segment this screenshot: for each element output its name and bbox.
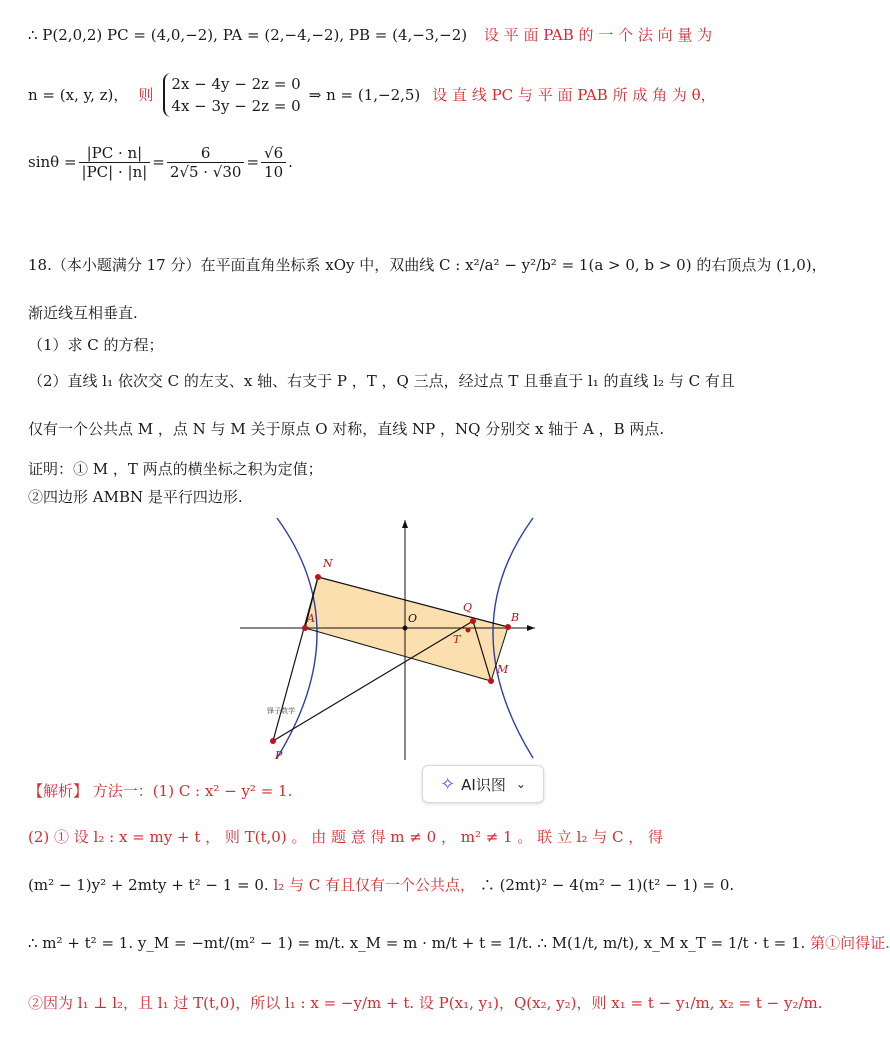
sine-formula-line (28, 136, 756, 188)
label-P: P (275, 749, 283, 762)
normal-vector-line (28, 72, 756, 118)
y-axis-arrow (402, 520, 408, 528)
angle-intro: 设 直 线 PC 与 平 面 PAB 所 成 角 为 θ， (432, 86, 716, 104)
solution-4: ②因为 l₁ ⊥ l₂，且 l₁ 过 T(t,0)，所以 l₁ : x = −y/m + t. 设 P(x₁, y₁)，Q(x₂, y₂)，则 x₁ = t − y₁/m, x₂ = t − y₂/m. (28, 994, 823, 1012)
problem-line-2: 渐近线互相垂直. (28, 304, 138, 322)
proved-note: 第①问得证. (810, 934, 890, 952)
label-A: A (307, 612, 315, 625)
point-O (403, 626, 408, 631)
sine-fraction-3 (261, 144, 286, 181)
equation-system (163, 73, 300, 117)
hyperbola-figure (235, 515, 547, 763)
label-B: B (511, 611, 520, 624)
analysis-tag: 【解析】 (28, 782, 89, 800)
normal-vector-intro: 设 平 面 PAB 的 一 个 法 向 量 为 (483, 26, 713, 44)
label-O: O (408, 612, 418, 625)
question-2-b: 仅有一个公共点 M ，点 N 与 M 关于原点 O 对称，直线 NP ，NQ 分别交 x 轴于 A ，B 两点. (28, 420, 665, 438)
equation-2: 4x − 3y − 2z = 0 (171, 97, 301, 115)
proof-item-1: 证明：① M ，T 两点的横坐标之积为定值； (28, 460, 323, 478)
frac1-den: |PC| · |n| (81, 162, 148, 181)
hyperbola-left-branch (277, 518, 317, 758)
point-N (315, 574, 321, 580)
problem-header: 18.（本小题满分 17 分）在平面直角坐标系 xOy 中，双曲线 C : x²/a² − y²/b² = 1(a > 0, b > 0) 的右顶点为 (1,0)， (28, 256, 827, 274)
normal-vector-result: ⇒ n = (1,−2,5) (308, 86, 421, 104)
vector-coordinates: ∴ P(2,0,2) PC = (4,0,−2), PA = (2,−4,−2), PB = (4,−3,−2) (28, 26, 468, 44)
label-Q: Q (463, 601, 473, 614)
segment-NP (273, 577, 318, 741)
unique-point-note: l₂ 与 C 有且仅有一个公共点， (273, 876, 476, 894)
label-M: M (497, 663, 509, 676)
quadratic-equation: (m² − 1)y² + 2mty + t² − 1 = 0. (28, 876, 274, 894)
point-T (466, 628, 471, 633)
eq-sign-1: = (152, 153, 165, 171)
discriminant-eq: ∴ (2mt)² − 4(m² − 1)(t² − 1) = 0. (479, 876, 735, 894)
point-M (488, 678, 494, 684)
frac2-den: 2√5 · √30 (169, 162, 242, 181)
frac3-num: √6 (261, 144, 286, 163)
point-B (505, 624, 511, 630)
frac2-num: 6 (167, 144, 245, 163)
point-P (270, 738, 276, 744)
ai-recognize-label: AI识图 (461, 775, 506, 794)
proof-item-2: ②四边形 AMBN 是平行四边形. (28, 488, 243, 506)
label-N: N (323, 557, 333, 570)
eq-sign-2: = (246, 153, 260, 171)
equation-1: 2x − 4y − 2z = 0 (171, 75, 301, 93)
point-Q (470, 618, 476, 624)
normal-vector-def: n = (x, y, z)， (28, 86, 129, 104)
vector-line (28, 24, 756, 46)
question-1: （1）求 C 的方程； (28, 336, 164, 354)
sparkle-icon: ✧ (440, 773, 456, 795)
period: . (288, 153, 293, 171)
then-word: 则 (138, 86, 154, 104)
figure-watermark: 锋子数学 (267, 707, 295, 715)
solution-2-a: (2) ① 设 l₂ : x = my + t ， 则 T(t,0) 。 由 题 意 得 m ≠ 0 ， m² ≠ 1 。 联 立 l₂ 与 C ， 得 (28, 828, 664, 846)
x-axis-arrow (527, 625, 535, 631)
solution-part-1 (28, 780, 756, 802)
frac3-den: 10 (264, 162, 284, 181)
frac1-num: |PC · n| (79, 144, 151, 163)
sine-lhs: sinθ = (28, 153, 77, 171)
label-T: T (453, 633, 461, 646)
solution-1-text: 方法一：(1) C : x² − y² = 1. (92, 782, 293, 800)
chevron-down-icon: ⌄ (515, 777, 526, 791)
question-2-a: （2）直线 l₁ 依次交 C 的左支、x 轴、右支于 P ，T ，Q 三点，经过点 T 且垂直于 l₁ 的直线 l₂ 与 C 有且 (28, 372, 735, 390)
solution-3 (28, 932, 890, 954)
point-A (302, 625, 308, 631)
solution-2-b (28, 874, 756, 896)
sine-fraction-1 (79, 144, 151, 181)
sine-fraction-2 (167, 144, 245, 181)
m-coordinates: ∴ m² + t² = 1. y_M = −mt/(m² − 1) = m/t. x_M = m · m/t + t = 1/t. ∴ M(1/t, m/t), x_M x_T = 1/t · t = 1. (28, 934, 806, 952)
